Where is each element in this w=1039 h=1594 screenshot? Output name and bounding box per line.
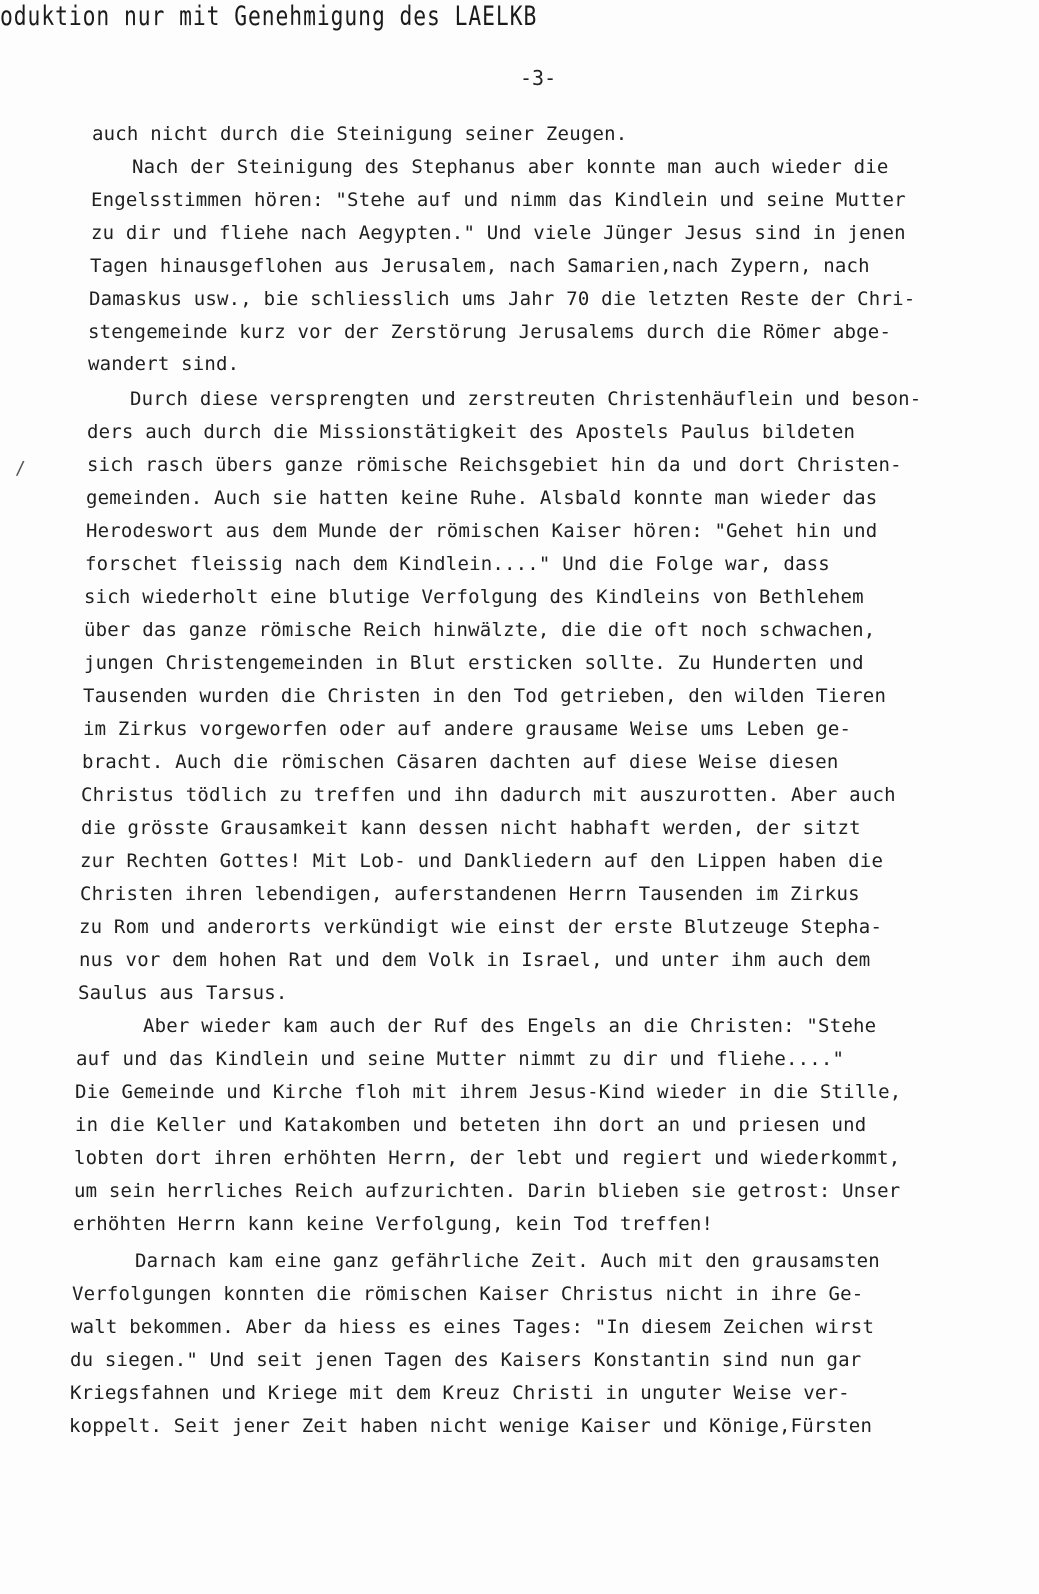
- text-line: Saulus aus Tarsus.: [78, 982, 288, 1004]
- text-line: jungen Christengemeinden in Blut ersticken sollte. Zu Hunderten und: [84, 652, 864, 674]
- text-line: koppelt. Seit jener Zeit haben nicht wenige Kaiser und Könige,Fürsten: [69, 1415, 873, 1437]
- text-line: ders auch durch die Missionstätigkeit des Apostels Paulus bildeten: [87, 421, 856, 443]
- text-line: lobten dort ihren erhöhten Herrn, der lebt und regiert und wiederkommt,: [74, 1147, 901, 1169]
- text-line: sich rasch übers ganze römische Reichsgebiet hin da und dort Christen-: [87, 454, 902, 476]
- typed-text-body: [0, 118, 1039, 1478]
- watermark-header: oduktion nur mit Genehmigung des LAELKB: [0, 1, 538, 32]
- text-line: zu Rom und anderorts verkündigt wie einst der erste Blutzeuge Stepha-: [79, 916, 883, 938]
- text-line: zu dir und fliehe nach Aegypten." Und viele Jünger Jesus sind in jenen: [91, 222, 906, 244]
- text-line: nus vor dem hohen Rat und dem Volk in Israel, und unter ihm auch dem: [79, 949, 871, 971]
- text-line: Herodeswort aus dem Munde der römischen Kaiser hören: "Gehet hin und: [86, 520, 878, 542]
- text-line: stengemeinde kurz vor der Zerstörung Jerusalems durch die Römer abge-: [88, 321, 892, 343]
- text-line: Christus tödlich zu treffen und ihn dadurch mit auszurotten. Aber auch: [81, 784, 896, 806]
- text-line: forschet fleissig nach dem Kindlein...." Und die Folge war, dass: [85, 553, 830, 575]
- text-line: Tausenden wurden die Christen in den Tod getrieben, den wilden Tieren: [83, 685, 887, 707]
- text-line: über das ganze römische Reich hinwälzte, die die oft noch schwachen,: [84, 619, 876, 641]
- text-line: Die Gemeinde und Kirche floh mit ihrem Jesus-Kind wieder in die Stille,: [75, 1081, 902, 1103]
- margin-mark: /: [15, 458, 26, 479]
- text-line: bracht. Auch die römischen Cäsaren dachten auf diese Weise diesen: [82, 751, 839, 773]
- text-line: Tagen hinausgeflohen aus Jerusalem, nach Samarien,nach Zypern, nach: [90, 255, 870, 277]
- text-line: Darnach kam eine ganz gefährliche Zeit. Auch mit den grausamsten: [135, 1250, 880, 1272]
- text-line: Durch diese versprengten und zerstreuten Christenhäuflein und beson-: [130, 388, 922, 410]
- text-line: gemeinden. Auch sie hatten keine Ruhe. Alsbald konnte man wieder das: [86, 487, 878, 509]
- text-line: die grösste Grausamkeit kann dessen nicht habhaft werden, der sitzt: [81, 817, 861, 839]
- text-line: Nach der Steinigung des Stephanus aber konnte man auch wieder die: [132, 156, 889, 178]
- text-line: Damaskus usw., bie schliesslich ums Jahr 70 die letzten Reste der Chri-: [89, 288, 916, 310]
- text-line: Aber wieder kam auch der Ruf des Engels an die Christen: "Stehe: [143, 1015, 877, 1037]
- text-line: Christen ihren lebendigen, auferstandenen Herrn Tausenden im Zirkus: [80, 883, 860, 905]
- text-line: im Zirkus vorgeworfen oder auf andere grausame Weise ums Leben ge-: [83, 718, 852, 740]
- text-line: walt bekommen. Aber da hiess es eines Tages: "In diesem Zeichen wirst: [71, 1316, 875, 1338]
- text-line: sich wiederholt eine blutige Verfolgung des Kindleins von Bethlehem: [84, 586, 864, 608]
- page-number: -3-: [520, 66, 557, 90]
- text-line: Engelsstimmen hören: "Stehe auf und nimm das Kindlein und seine Mutter: [91, 189, 906, 211]
- text-line: Verfolgungen konnten die römischen Kaiser Christus nicht in ihre Ge-: [72, 1283, 864, 1305]
- text-line: um sein herrliches Reich aufzurichten. Darin blieben sie getrost: Unser: [74, 1180, 901, 1202]
- text-line: Kriegsfahnen und Kriege mit dem Kreuz Christi in unguter Weise ver-: [70, 1382, 850, 1404]
- text-line: du siegen." Und seit jenen Tagen des Kaisers Konstantin sind nun gar: [70, 1349, 862, 1371]
- text-line: auf und das Kindlein und seine Mutter nimmt zu dir und fliehe....": [76, 1048, 845, 1070]
- text-line: erhöhten Herrn kann keine Verfolgung, kein Tod treffen!: [73, 1213, 714, 1235]
- text-line: auch nicht durch die Steinigung seiner Zeugen.: [92, 123, 628, 145]
- text-line: in die Keller und Katakomben und beteten ihn dort an und priesen und: [75, 1114, 867, 1136]
- text-line: zur Rechten Gottes! Mit Lob- und Dankliedern auf den Lippen haben die: [80, 850, 884, 872]
- text-line: wandert sind.: [88, 353, 240, 375]
